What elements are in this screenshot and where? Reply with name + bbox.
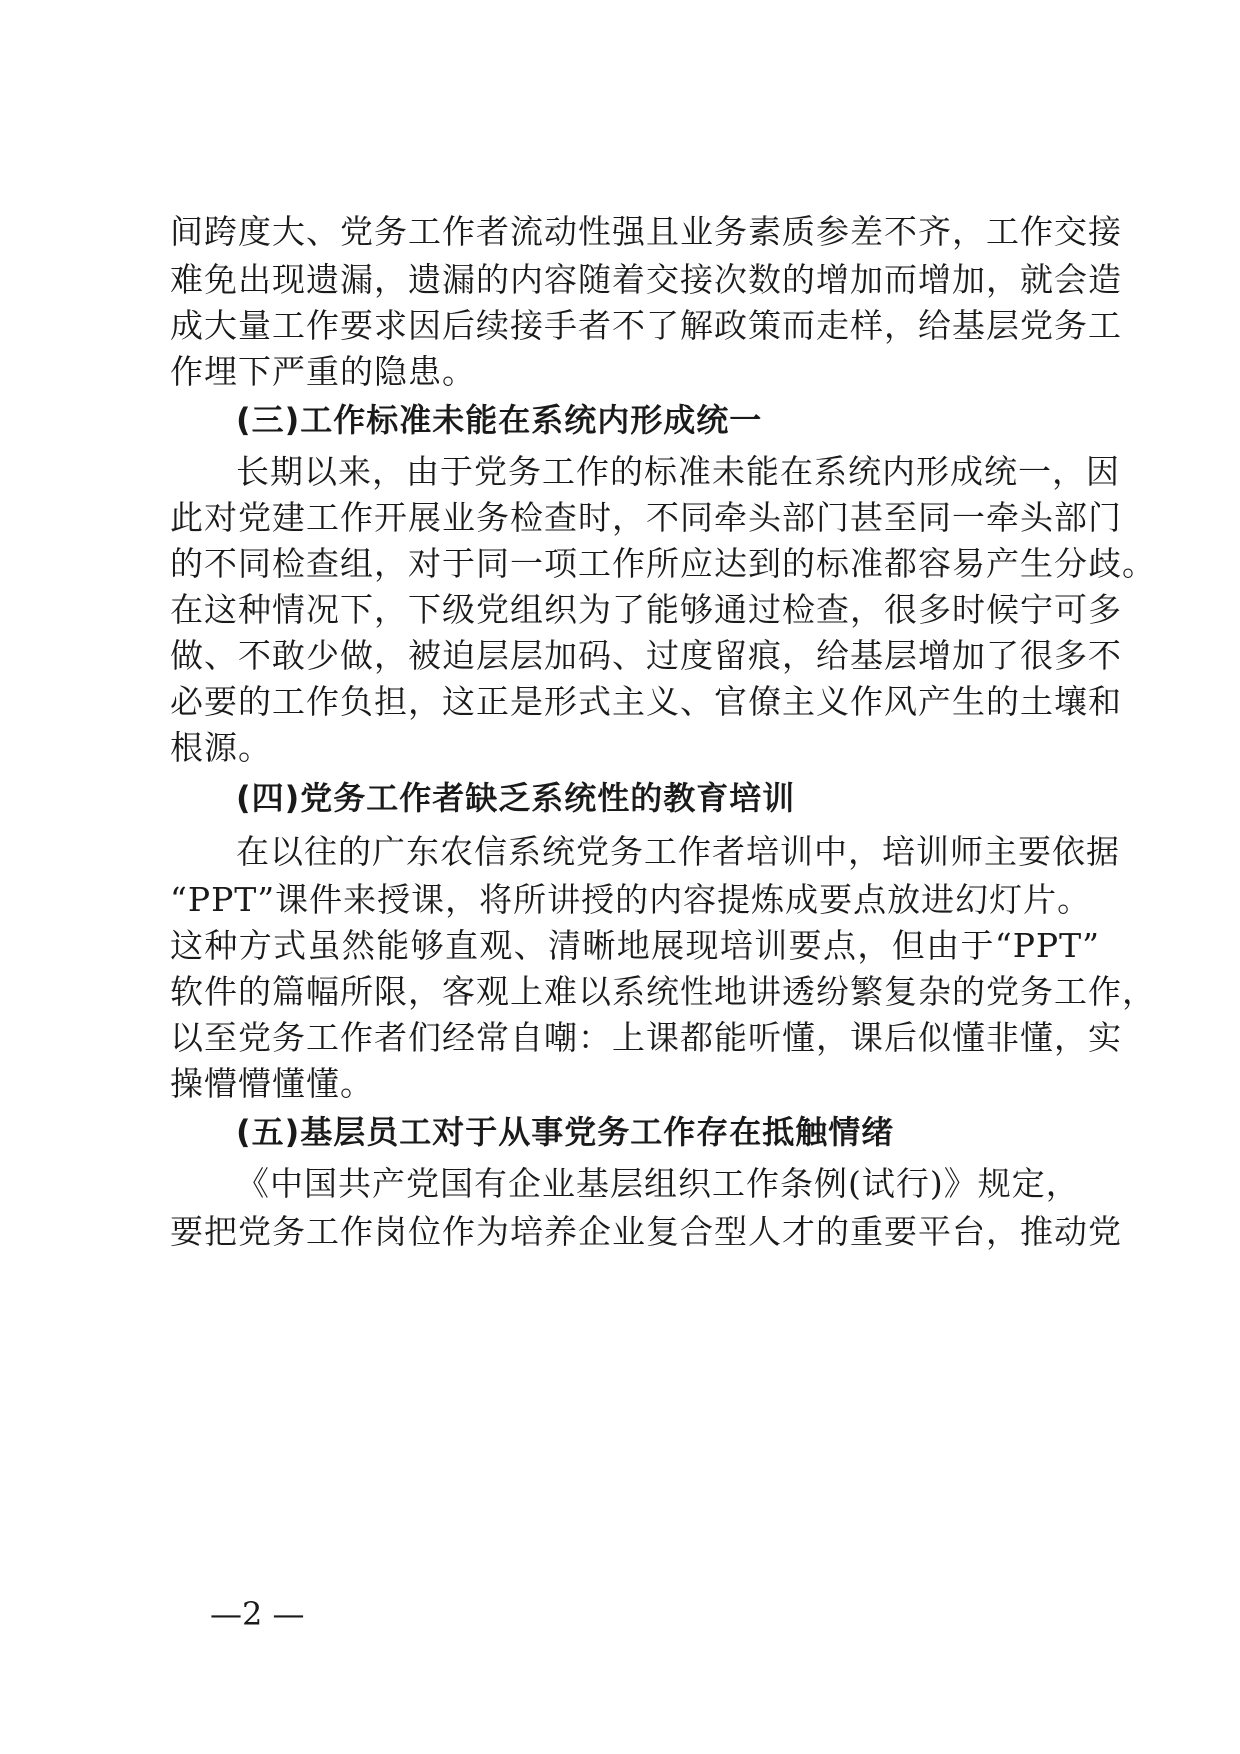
section-heading-4: (四)党务工作者缺乏系统性的教育培训 (236, 779, 796, 817)
paragraph-line: 在这种情况下，下级党组织为了能够通过检查，很多时候宁可多 (170, 590, 1122, 629)
paragraph-line: 的不同检查组，对于同一项工作所应达到的标准都容易产生分歧。 (170, 544, 1156, 583)
paragraph-line: 要把党务工作岗位作为培养企业复合型人才的重要平台，推动党 (170, 1212, 1122, 1251)
paragraph-line: 《中国共产党国有企业基层组织工作条例(试行)》规定， (236, 1164, 1080, 1203)
paragraph-line: 长期以来，由于党务工作的标准未能在系统内形成统一，因 (236, 452, 1120, 491)
paragraph-line: 间跨度大、党务工作者流动性强且业务素质参差不齐，工作交接 (170, 212, 1122, 251)
paragraph-line: 必要的工作负担，这正是形式主义、官僚主义作风产生的土壤和 (170, 682, 1122, 721)
section-heading-5: (五)基层员工对于从事党务工作存在抵触情绪 (236, 1113, 895, 1151)
paragraph-line: 作埋下严重的隐患。 (170, 352, 476, 391)
section-heading-3: (三)工作标准未能在系统内形成统一 (236, 401, 763, 439)
paragraph-line: 做、不敢少做，被迫层层加码、过度留痕，给基层增加了很多不 (170, 636, 1122, 675)
paragraph-line: 成大量工作要求因后续接手者不了解政策而走样，给基层党务工 (170, 306, 1122, 345)
paragraph-line: 这种方式虽然能够直观、清晰地展现培训要点，但由于“PPT” (170, 926, 1100, 965)
page-number: —2 — (210, 1595, 305, 1633)
paragraph-line: 以至党务工作者们经常自嘲：上课都能听懂，课后似懂非懂，实 (170, 1018, 1122, 1057)
paragraph-line: 软件的篇幅所限，客观上难以系统性地讲透纷繁复杂的党务工作， (170, 972, 1156, 1011)
paragraph-line: 根源。 (170, 728, 272, 767)
paragraph-line: 在以往的广东农信系统党务工作者培训中，培训师主要依据 (236, 832, 1120, 871)
paragraph-line: 操懵懵懂懂。 (170, 1064, 374, 1103)
paragraph-line: 此对党建工作开展业务检查时，不同牵头部门甚至同一牵头部门 (170, 498, 1122, 537)
paragraph-line: 难免出现遗漏，遗漏的内容随着交接次数的增加而增加，就会造 (170, 260, 1122, 299)
paragraph-line: “PPT”课件来授课，将所讲授的内容提炼成要点放进幻灯片。 (170, 880, 1092, 919)
